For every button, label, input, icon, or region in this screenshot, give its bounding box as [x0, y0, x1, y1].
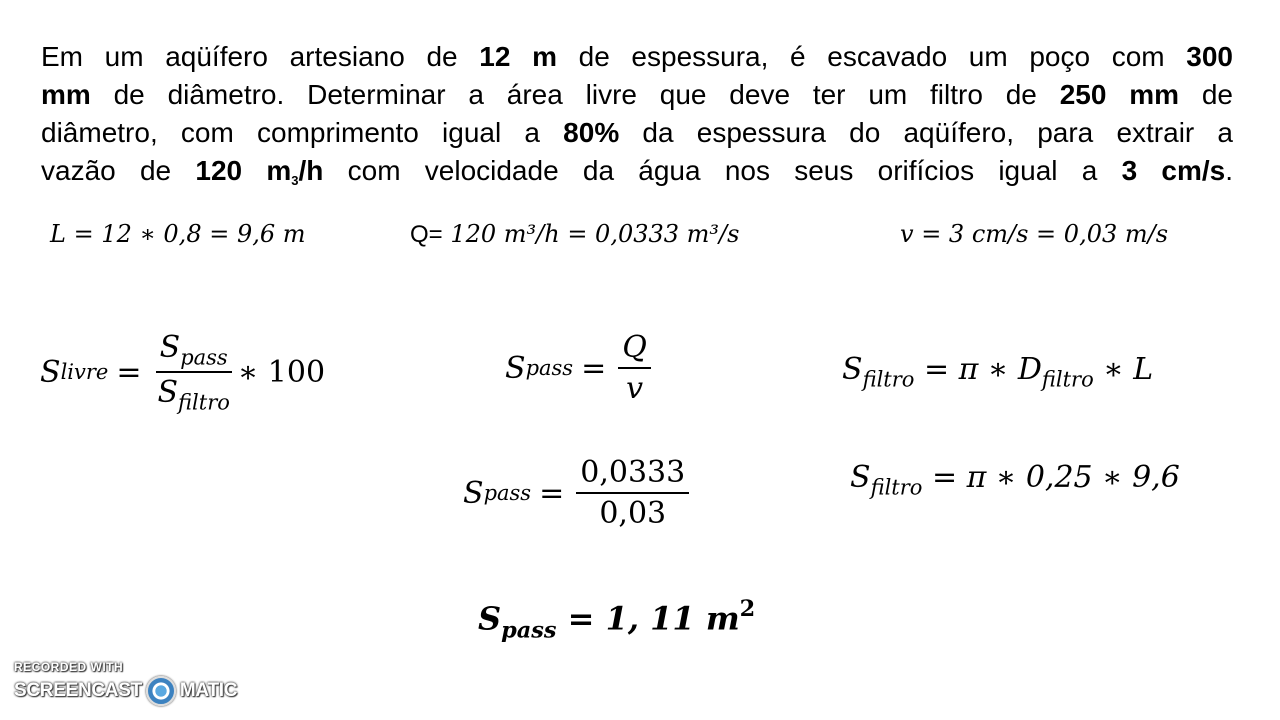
brand-text-left: SCREENCAST: [14, 680, 142, 701]
given-velocity: v = 3 cm/s = 0,03 m/s: [900, 220, 1169, 248]
percent-value: 80%: [563, 117, 620, 148]
problem-line-1: [41, 38, 1233, 76]
screencast-logo-icon: [146, 676, 176, 706]
q-label: Q=: [410, 221, 443, 248]
thickness-value: 12 m: [479, 41, 557, 72]
recorded-with-label: RECORDED WITH: [14, 660, 124, 674]
text: .: [1225, 155, 1234, 186]
formula-s-pass-calc: S pass = $\frac{0,0333}{0,03}$: [463, 455, 693, 531]
brand-text-right: MATIC: [179, 680, 238, 701]
text: de: [1179, 79, 1233, 110]
problem-line-2: [41, 76, 1233, 114]
text: diâmetro, com comprimento igual a: [41, 117, 564, 148]
problem-line-3: [41, 114, 1233, 152]
text: com velocidade da água nos seus orifícios igual a: [323, 155, 1122, 186]
filter-diameter-value: 250 mm: [1059, 79, 1180, 110]
fraction: $\frac{Q}{v}$: [618, 330, 651, 406]
problem-line-4: [41, 152, 1233, 195]
formula-s-livre: S livre = $\frac{S_{pass}}{S_{filtro}}$ ∗ 100: [40, 330, 326, 415]
unit: mm: [41, 79, 91, 110]
given-length: L = 12 ∗ 0,8 = 9,6 m: [50, 220, 306, 248]
text: Em um aqüífero artesiano de: [41, 41, 480, 72]
velocity-value: 3 cm/s: [1121, 155, 1226, 186]
flow-value: 120 m3/h: [195, 155, 324, 188]
text: de espessura, é escavado um poço com: [556, 41, 1187, 72]
fraction: $\frac{S_{pass}}{S_{filtro}}$: [157, 330, 230, 415]
text: da espessura do aqüífero, para extrair a: [619, 117, 1234, 148]
text: de diâmetro. Determinar a área livre que deve ter um filtro de: [90, 79, 1060, 110]
problem-statement: [41, 38, 1233, 195]
well-diameter-value: 300: [1186, 41, 1233, 72]
result-s-pass: $S_{pass} = 1$, 11 $m^2$: [478, 596, 756, 644]
text: vazão de: [41, 155, 196, 186]
screencast-o-matic-watermark: [14, 660, 237, 706]
given-flow: Q= 120 m³/h = 0,0333 m³/s: [410, 220, 740, 248]
formula-s-filtro: $S_{filtro} = \pi$ ∗ $D_{filtro}$ ∗ L: [842, 352, 1154, 392]
formula-s-filtro-calc: $S_{filtro} = \pi$ ∗ 0,25 ∗ 9,6: [850, 460, 1180, 500]
fraction: $\frac{0,0333}{0,03}$: [576, 455, 689, 531]
formula-s-pass: S pass = $\frac{Q}{v}$: [505, 330, 655, 406]
